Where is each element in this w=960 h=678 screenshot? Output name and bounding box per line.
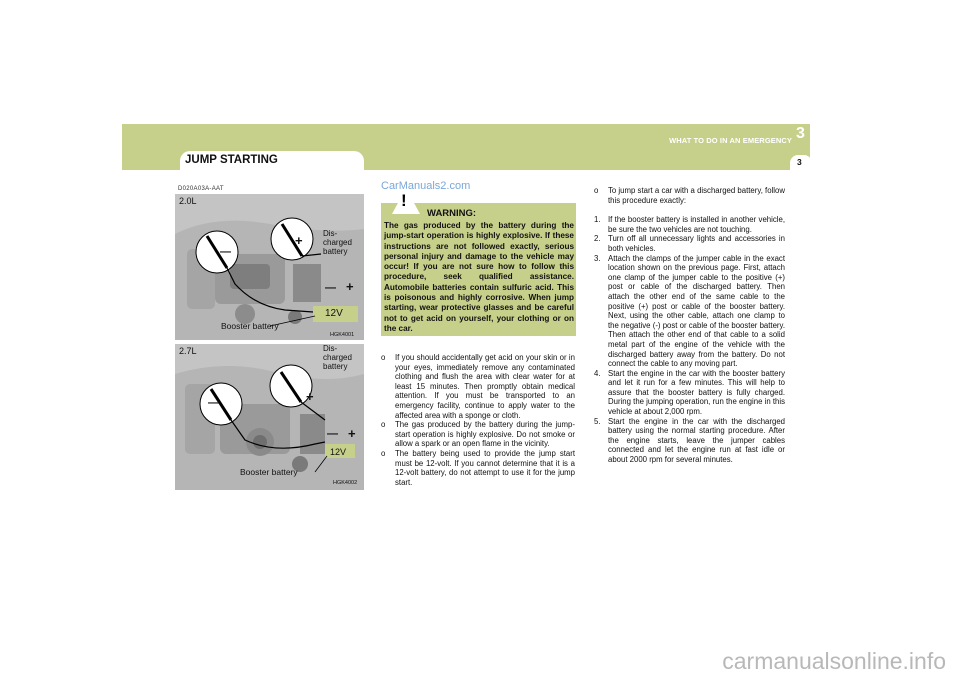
procedure-intro-text: To jump start a car with a discharged battery, follow this procedure exactly: — [608, 186, 785, 205]
step-number: 4. — [594, 368, 601, 378]
booster-battery-label: Booster battery — [240, 467, 298, 477]
voltage-label: 12V — [330, 447, 347, 457]
step-number: 5. — [594, 416, 601, 426]
plus-sign: + — [295, 233, 303, 248]
page-number: 3 — [797, 157, 802, 167]
chapter-title: WHAT TO DO IN AN EMERGENCY — [669, 136, 792, 145]
engine-figure-2-0l — [175, 194, 364, 340]
bullet: o — [594, 186, 599, 195]
procedure-intro — [594, 186, 785, 205]
step-text: Attach the clamps of the jumper cable in the exact location shown on the previous page. First, attach one clamp of the jumper cable to the positive (+) post or cable of the discharged battery. Then attach the other end of the same cable to the positive (+) post or cable of the booster battery. Next, using the other cable, attach one clamp to the negative (-) post or cable of the booster battery. Then attach the other end of that cable to a solid metal part of the engine of the vehicle with the discharged battery away from the battery. Do not connect the cable to any moving part. — [608, 253, 785, 369]
list-item-text: The gas produced by the battery during the jump-start operation is highly explosive. Do not smoke or allow a spark or an open flame in the vicinity. — [395, 420, 575, 449]
watermark-link[interactable]: CarManuals2.com — [381, 180, 471, 192]
warning-box — [381, 203, 576, 336]
step-text: Turn off all unnecessary lights and accessories in both vehicles. — [608, 234, 785, 253]
warning-heading: WARNING: — [427, 208, 477, 219]
chapter-number: 3 — [796, 125, 805, 142]
engine-size-label: 2.7L — [179, 346, 197, 356]
discharged-battery-label: Dis- charged battery — [323, 229, 352, 256]
bullet: o — [381, 448, 386, 458]
section-title-tab — [180, 151, 364, 170]
list-item-text: The battery being used to provide the jump start must be 12-volt. If you cannot determine that it is a 12-volt battery, do not attempt to use it for the jump start. — [395, 448, 575, 487]
minus-sign: — — [220, 246, 231, 258]
figure-code: HGK4001 — [330, 332, 355, 338]
list-item — [381, 420, 575, 449]
section-title: JUMP STARTING — [185, 154, 278, 166]
step-text: Start the engine in the car with the discharged battery using the normal starting procedure. After the engine starts, leave the jumper cables connected and let the engine run at fast idle or about 2000 rpm for several minutes. — [608, 416, 785, 465]
battery-minus-sign: — — [327, 428, 338, 440]
footer-watermark: carmanualsonline.info — [722, 648, 946, 674]
step-number: 2. — [594, 234, 601, 244]
acid-safety-list — [381, 353, 575, 487]
plus-sign: + — [306, 389, 314, 404]
discharged-battery-label: Dis- charged battery — [323, 344, 352, 371]
voltage-label: 12V — [325, 308, 343, 319]
booster-battery-label: Booster battery — [221, 321, 279, 331]
list-item — [381, 353, 575, 420]
exclamation-icon: ! — [401, 191, 407, 210]
battery-minus-sign: — — [325, 282, 336, 294]
step-text: Start the engine in the car with the booster battery and let it run for a few minutes. This will help to assure that the booster battery is fully charged. During the jumping operation, run the engine in this vehicle at about 2,000 rpm. — [608, 368, 785, 417]
procedure-step — [594, 234, 785, 253]
list-item-text: If you should accidentally get acid on your skin or in your eyes, immediately remove any contaminated clothing and flush the area with clear water for at least 15 minutes. Then promptly obtain medical attention. If you must be transported to an emergency facility, continue to apply water to the affected area with a sponge or cloth. — [395, 353, 575, 420]
procedure-list — [594, 186, 785, 465]
bullet: o — [381, 420, 386, 430]
list-item — [381, 449, 575, 487]
bullet: o — [381, 353, 386, 362]
procedure-step — [594, 254, 785, 369]
engine-size-label: 2.0L — [179, 196, 197, 206]
document-code: D020A03A-AAT — [178, 186, 224, 192]
battery-plus-sign: + — [348, 426, 356, 441]
procedure-step — [594, 417, 785, 465]
figure-code: HGK4002 — [333, 480, 358, 486]
battery-plus-sign: + — [346, 279, 354, 294]
step-number: 1. — [594, 215, 601, 225]
minus-sign: — — [208, 397, 219, 409]
warning-text: The gas produced by the battery during the jump-start operation is highly explosive. If these instructions are not followed exactly, serious personal injury and damage to the vehicle may occur! If you are not sure how to follow this procedure, seek qualified assistance. Automobile batteries contain sulfuric acid. This is poisonous and highly corrosive. When jump starting, wear protective glasses and be careful not to get acid on yourself, your clothing or on the car. — [384, 221, 574, 333]
step-text: If the booster battery is installed in another vehicle, be sure the two vehicles are not touching. — [608, 215, 785, 234]
procedure-step — [594, 369, 785, 417]
page-number-tab — [790, 155, 812, 170]
procedure-step — [594, 215, 785, 234]
engine-figure-2-7l — [175, 344, 364, 490]
step-number: 3. — [594, 253, 601, 263]
